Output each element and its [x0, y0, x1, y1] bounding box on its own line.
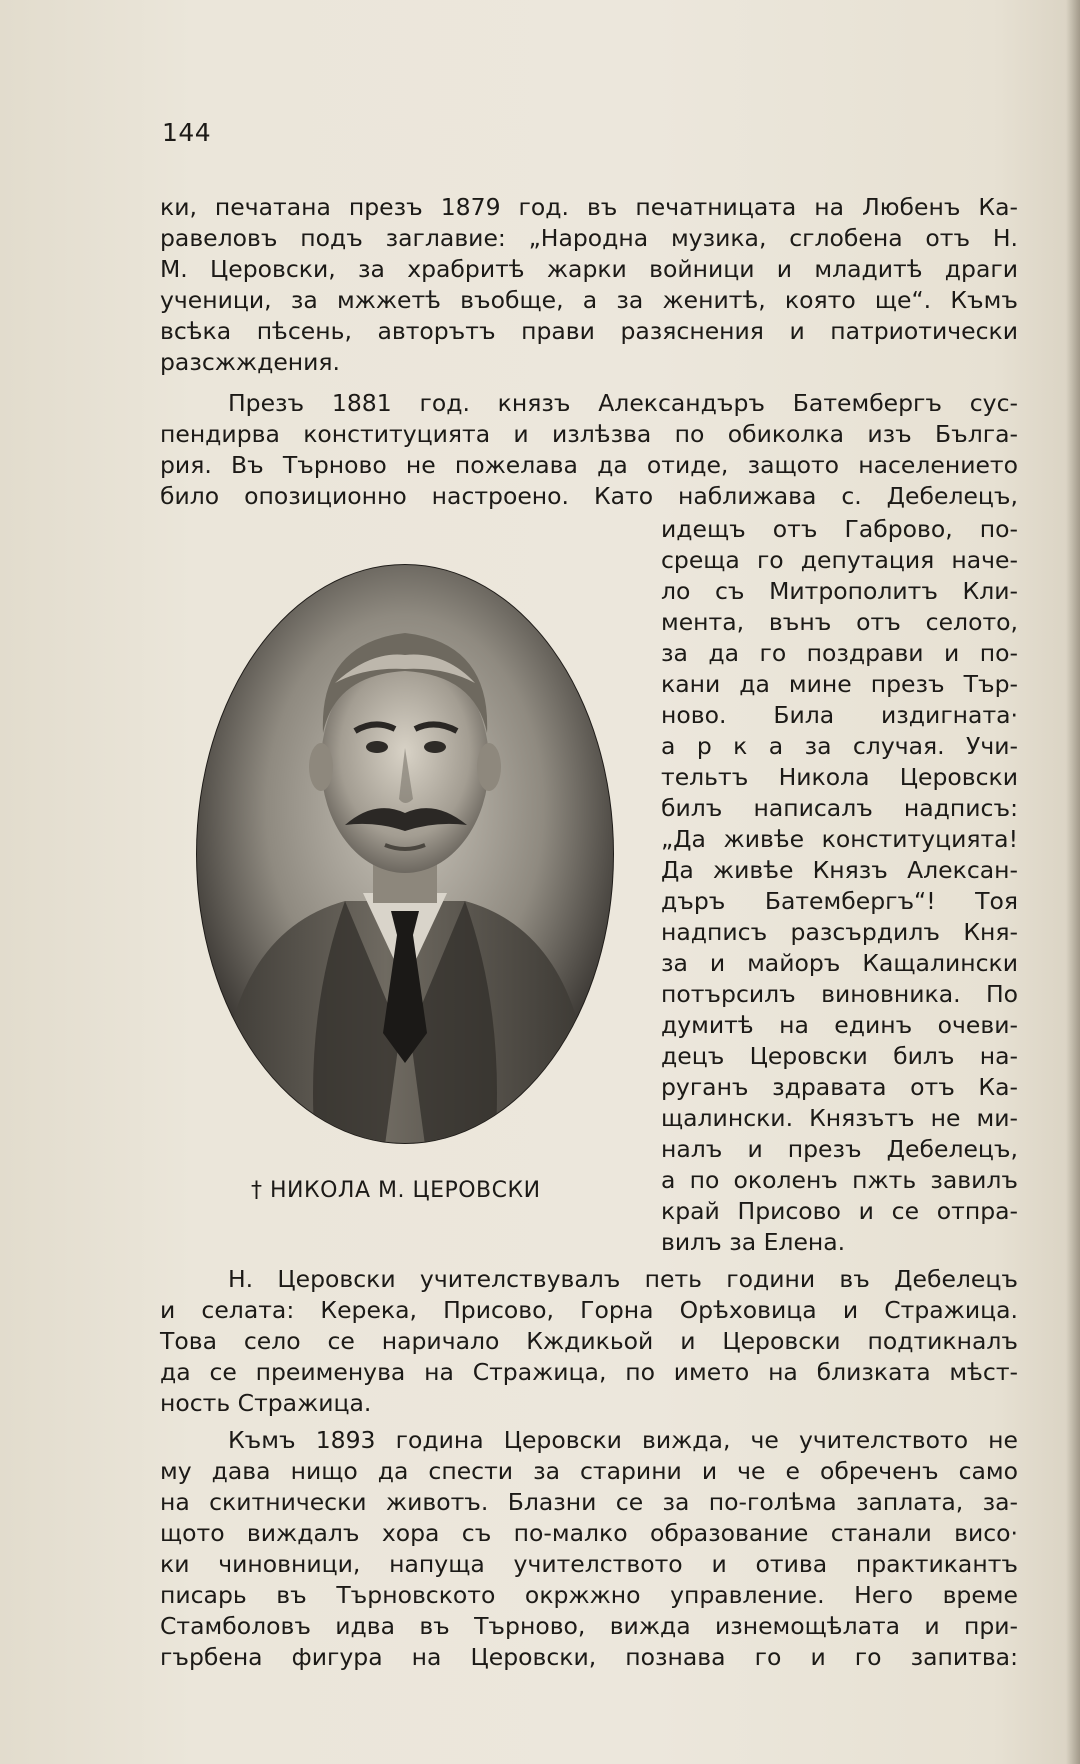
text-line: пендирва конституцията и излѣзва по обиколка изъ Бълга- — [160, 420, 1018, 448]
text-line: а р к а за случая. Учи- — [661, 732, 1018, 760]
text-line: Н. Церовски учителствувалъ петь години въ Дебелецъ — [228, 1265, 1018, 1293]
text-line: Презъ 1881 год. князъ Александъръ Батембергъ сус- — [228, 389, 1018, 417]
text-line: рия. Въ Търново не пожелава да отиде, защото населението — [160, 451, 1018, 479]
text-line: да се преименува на Стражица, по името на близката мѣст- — [160, 1358, 1018, 1386]
text-line: и селата: Керека, Присово, Горна Орѣховица и Стражица. — [160, 1296, 1018, 1324]
text-line: билъ написалъ надписъ: — [661, 794, 1018, 822]
text-line: кани да мине презъ Тър- — [661, 670, 1018, 698]
text-line: надписъ разсърдилъ Кня- — [661, 918, 1018, 946]
text-line: „Да живѣе конституцията! — [661, 825, 1018, 853]
text-line: ново. Била издигната· — [661, 701, 1018, 729]
text-line: а по околенъ пжть завилъ — [661, 1166, 1018, 1194]
text-line: щалински. Князътъ не ми- — [661, 1104, 1018, 1132]
text-line: всѣка пѣсень, авторътъ прави разяснения и патриотически — [160, 317, 1018, 345]
text-line: руганъ здравата отъ Ка- — [661, 1073, 1018, 1101]
text-line: ки чиновници, напуща учителството и отива практикантъ — [160, 1550, 1018, 1578]
text-line: Това село се наричало Кждикьой и Церовски подтикналъ — [160, 1327, 1018, 1355]
text-line: гърбена фигура на Церовски, познава го и го запитва: — [160, 1643, 1018, 1671]
portrait-photo — [195, 563, 615, 1145]
text-line: потърсилъ виновника. По — [661, 980, 1018, 1008]
text-line: за да го поздрави и по- — [661, 639, 1018, 667]
text-line: Да живѣе Князъ Алексан- — [661, 856, 1018, 884]
text-line: М. Церовски, за храбритѣ жарки войници и младитѣ драги — [160, 255, 1018, 283]
page-edge-shadow — [1066, 0, 1080, 1764]
text-line: децъ Церовски билъ на- — [661, 1042, 1018, 1070]
text-line: идещъ отъ Габрово, по- — [661, 515, 1018, 543]
text-line: край Присово и се отпра- — [661, 1197, 1018, 1225]
text-line: думитѣ на единъ очеви- — [661, 1011, 1018, 1039]
text-line: равеловъ подъ заглавие: „Народна музика, сглобена отъ Н. — [160, 224, 1018, 252]
text-line: вилъ за Елена. — [661, 1228, 846, 1256]
text-line: тельтъ Никола Церовски — [661, 763, 1018, 791]
text-line: ки, печатана презъ 1879 год. въ печатницата на Любенъ Ка- — [160, 193, 1018, 221]
text-line: на скитнически животъ. Блазни се за по-голѣма заплата, за- — [160, 1488, 1018, 1516]
text-line: мента, вънъ отъ селото, — [661, 608, 1018, 636]
text-line: ло съ Митрополитъ Кли- — [661, 577, 1018, 605]
text-line: за и майоръ Кащалински — [661, 949, 1018, 977]
page-number: 144 — [162, 118, 212, 147]
text-line: разсжждения. — [160, 348, 341, 376]
text-line: щото виждалъ хора съ по-малко образование станали висо· — [160, 1519, 1018, 1547]
text-line: Къмъ 1893 година Церовски вижда, че учителството не — [228, 1426, 1018, 1454]
text-line: ность Стражица. — [160, 1389, 372, 1417]
text-line: Стамболовъ идва въ Търново, вижда изнемощѣлата и при- — [160, 1612, 1018, 1640]
text-line: било опозиционно настроено. Като наближава с. Дебелецъ, — [160, 482, 1018, 510]
text-line: дъръ Батембергъ“! Тоя — [661, 887, 1018, 915]
text-line: налъ и презъ Дебелецъ, — [661, 1135, 1018, 1163]
text-line: ученици, за мжжетѣ въобще, а за женитѣ, която ще“. Къмъ — [160, 286, 1018, 314]
text-line: писарь въ Търновското окржжно управление. Него време — [160, 1581, 1018, 1609]
text-line: среща го депутация наче- — [661, 546, 1018, 574]
text-line: му дава нищо да спести за старини и че е обреченъ само — [160, 1457, 1018, 1485]
portrait-caption: † НИКОЛА М. ЦЕРОВСКИ — [251, 1178, 541, 1203]
